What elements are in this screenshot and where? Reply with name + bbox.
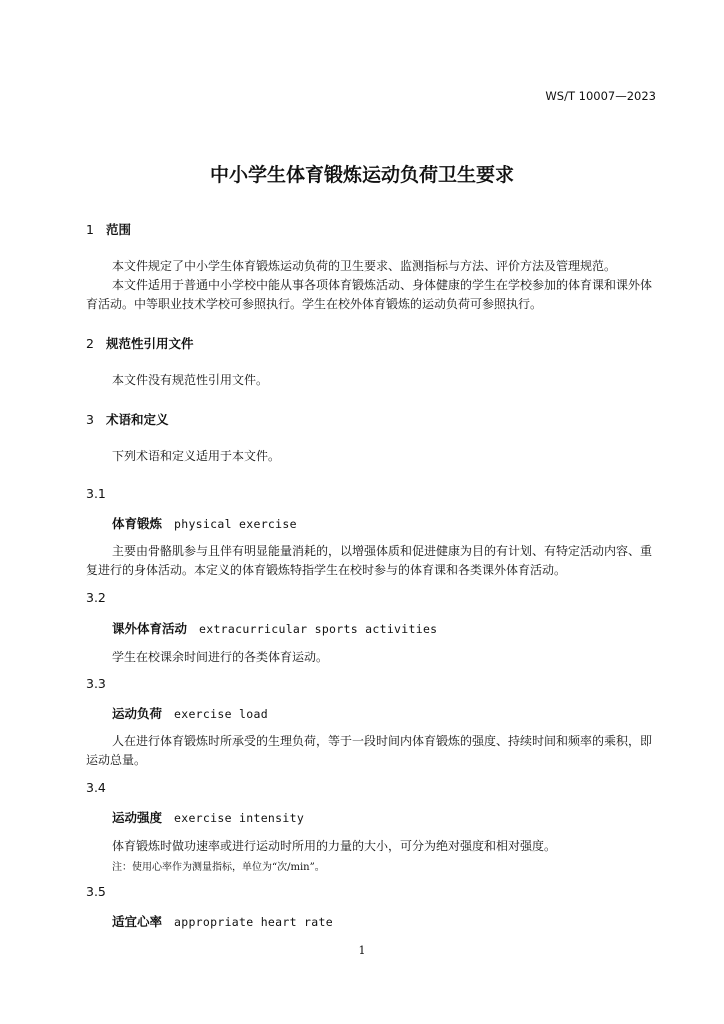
term-en: exercise intensity [174,811,305,825]
term-3-4-number: 3.4 [86,780,106,795]
section-title: 范围 [106,222,132,237]
term-3-1-heading [112,514,297,532]
term-3-5-number: 3.5 [86,884,106,899]
term-zh: 体育锻炼 [112,516,163,531]
section-1-heading [86,220,131,238]
term-zh: 适宜心率 [112,914,163,929]
section-title: 术语和定义 [106,412,169,427]
section-number: 3 [86,412,94,427]
term-3-3-definition: 人在进行体育锻炼时所承受的生理负荷，等于一段时间内体育锻炼的强度、持续时间和频率的乘积，即运动总量。 [86,734,653,767]
term-3-3-number: 3.3 [86,676,106,691]
document-number: WS/T 10007—2023 [545,89,656,103]
term-3-3-heading [112,704,268,722]
term-3-2-heading [112,619,437,637]
term-3-2-number: 3.2 [86,590,106,605]
page-number: 1 [358,944,366,957]
term-zh: 运动强度 [112,810,163,825]
section-1-paragraph-2: 本文件适用于普通中小学校中能从事各项体育锻炼活动、身体健康的学生在学校参加的体育课和课外体育活动。中等职业技术学校可参照执行。学生在校外体育锻炼的运动负荷可参照执行。 [86,278,653,311]
document-title: 中小学生体育锻炼运动负荷卫生要求 [209,164,514,186]
term-zh: 课外体育活动 [112,621,188,636]
section-3-paragraph-1: 下列术语和定义适用于本文件。 [112,449,281,463]
term-en: exercise load [174,707,268,721]
section-2-heading [86,334,194,352]
term-3-4-note: 注：使用心率作为测量指标，单位为“次/min”。 [112,862,325,873]
section-1-paragraph-1: 本文件规定了中小学生体育锻炼运动负荷的卫生要求、监测指标与方法、评价方法及管理规范。 [112,259,617,273]
term-3-1-definition: 主要由骨骼肌参与且伴有明显能量消耗的，以增强体质和促进健康为目的有计划、有特定活动内容、重复进行的身体活动。本定义的体育锻炼特指学生在校时参与的体育课和各类课外体育活动。 [86,544,653,577]
term-zh: 运动负荷 [112,706,163,721]
section-number: 2 [86,336,94,351]
section-3-heading [86,410,169,428]
section-2-paragraph-1: 本文件没有规范性引用文件。 [112,373,269,387]
term-3-4-definition: 体育锻炼时做功速率或进行运动时所用的力量的大小，可分为绝对强度和相对强度。 [112,839,557,853]
term-3-5-heading [112,912,333,930]
term-en: extracurricular sports activities [199,622,438,636]
term-3-1-number: 3.1 [86,486,106,501]
term-3-4-heading [112,808,304,826]
term-3-2-definition: 学生在校课余时间进行的各类体育运动。 [112,650,329,664]
section-number: 1 [86,222,94,237]
term-en: physical exercise [174,517,297,531]
section-title: 规范性引用文件 [106,336,194,351]
term-en: appropriate heart rate [174,915,333,929]
